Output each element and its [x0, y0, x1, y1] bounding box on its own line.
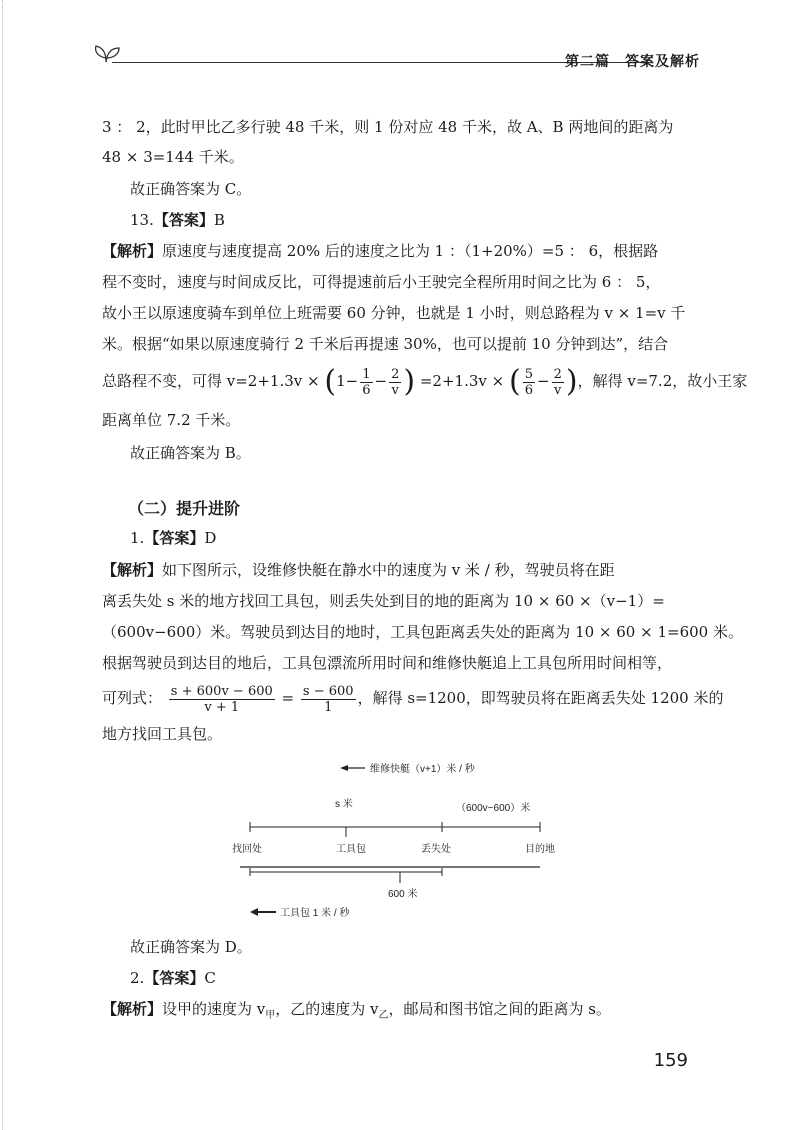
- question-number: 13.: [130, 211, 154, 229]
- text-line: 距离单位 7.2 千米。: [102, 411, 241, 429]
- fraction: $\frac{s - 600}{1}$: [302, 683, 354, 715]
- text-line: 故小王以原速度骑车到单位上班需要 60 分钟，也就是 1 小时，则总路程为 v × 1=v 千: [102, 304, 686, 322]
- point-label: 找回处: [232, 844, 262, 855]
- answer-line: [130, 968, 730, 988]
- answer-line: [130, 528, 730, 548]
- text-line: 48 × 3=144 千米。: [102, 148, 244, 166]
- s-label: s 米: [335, 799, 353, 810]
- answer-label: 【答案】: [144, 969, 205, 987]
- text-line: 程不变时，速度与时间成反比，可得提速前后小王驶完全程所用时间之比为 6 ： 5，: [102, 273, 661, 291]
- section-heading: （二）提升进阶: [128, 499, 241, 518]
- fraction: $\frac{5}{6}$: [524, 366, 533, 398]
- arrow-left-icon: [340, 765, 365, 771]
- analysis-label: 【解析】: [102, 561, 163, 579]
- answer-value: D: [204, 529, 217, 547]
- fraction: $\frac{1}{6}$: [362, 366, 371, 398]
- sprout-icon: [90, 40, 124, 64]
- page-header: [90, 38, 702, 78]
- formula-line: 可列式： $\frac{s + 600v - 600}{v + 1}$ = $\frac{s - 600}{1}$ ，解得 s=1200，即驾驶员将在距离丢失处 1200 米的: [102, 683, 724, 715]
- question-number: 2.: [130, 969, 145, 987]
- fraction: $\frac{2}{v}$: [391, 366, 400, 398]
- answer-value: B: [213, 211, 225, 229]
- page-edge: [2, 0, 3, 1130]
- conclusion-line: 故正确答案为 B。: [130, 444, 251, 462]
- segment-label: （600v−600）米: [456, 803, 531, 814]
- header-title: 第二篇 答案及解析: [565, 54, 700, 70]
- fraction: $\frac{2}{v}$: [553, 366, 562, 398]
- boat-diagram: [220, 755, 580, 935]
- answer-label: 【答案】: [144, 529, 205, 547]
- conclusion-line: 故正确答案为 C。: [130, 180, 252, 198]
- boat-speed-label: 维修快艇（v+1）米 / 秒: [370, 764, 475, 775]
- point-label: 目的地: [525, 844, 555, 855]
- point-label: 丢失处: [421, 844, 451, 855]
- text-line: 地方找回工具包。: [102, 725, 223, 743]
- text-line: 离丢失处 s 米的地方找回工具包，则丢失处到目的地的距离为 10 × 60 ×（v−1）=: [102, 592, 665, 610]
- text-line: 米。根据“如果以原速度骑行 2 千米后再提速 30%，也可以提前 10 分钟到达”，结合: [102, 335, 669, 353]
- text-line: 根据驾驶员到达目的地后，工具包漂流所用时间和维修快艇追上工具包所用时间相等，: [102, 654, 673, 672]
- conclusion-line: 故正确答案为 D。: [130, 938, 252, 956]
- fraction: $\frac{s + 600v - 600}{v + 1}$: [170, 683, 273, 715]
- point-label: 工具包: [336, 844, 366, 855]
- question-number: 1.: [130, 529, 145, 547]
- analysis-label: 【解析】: [102, 242, 163, 260]
- formula-line: 总路程不变，可得 v=2+1.3v × (1− $\frac{1}{6}$ − $\frac{2}{v}$ ) =2+1.3v × ( $\frac{5}{6}$ − $\frac{2}{v}$ )，解得 v=7.2，故小王家: [102, 364, 748, 399]
- arrow-left-icon: [250, 908, 276, 916]
- answer-value: C: [204, 969, 216, 987]
- answer-label: 【答案】: [153, 211, 214, 229]
- distance-label: 600 米: [388, 889, 418, 900]
- answer-line: [130, 210, 730, 230]
- text-line: 【解析】如下图所示，设维修快艇在静水中的速度为 v 米 / 秒，驾驶员将在距: [102, 561, 615, 579]
- text-line: 【解析】设甲的速度为 $v_甲$，乙的速度为 $v_乙$，邮局和图书馆之间的距离为 s。: [102, 1000, 611, 1021]
- text-line: 3 ： 2，此时甲比乙多行驶 48 千米，则 1 份对应 48 千米，故 A、B 两地间的距离为: [102, 118, 674, 136]
- text-line: 【解析】原速度与速度提高 20% 后的速度之比为 1 ：（1+20%）=5 ： 6，根据路: [102, 242, 659, 260]
- page-number: 159: [653, 1050, 688, 1071]
- analysis-label: 【解析】: [102, 1000, 163, 1018]
- text-line: （600v−600）米。驾驶员到达目的地时，工具包距离丢失处的距离为 10 × 60 × 1=600 米。: [102, 623, 743, 641]
- bag-speed-label: 工具包 1 米 / 秒: [280, 908, 350, 919]
